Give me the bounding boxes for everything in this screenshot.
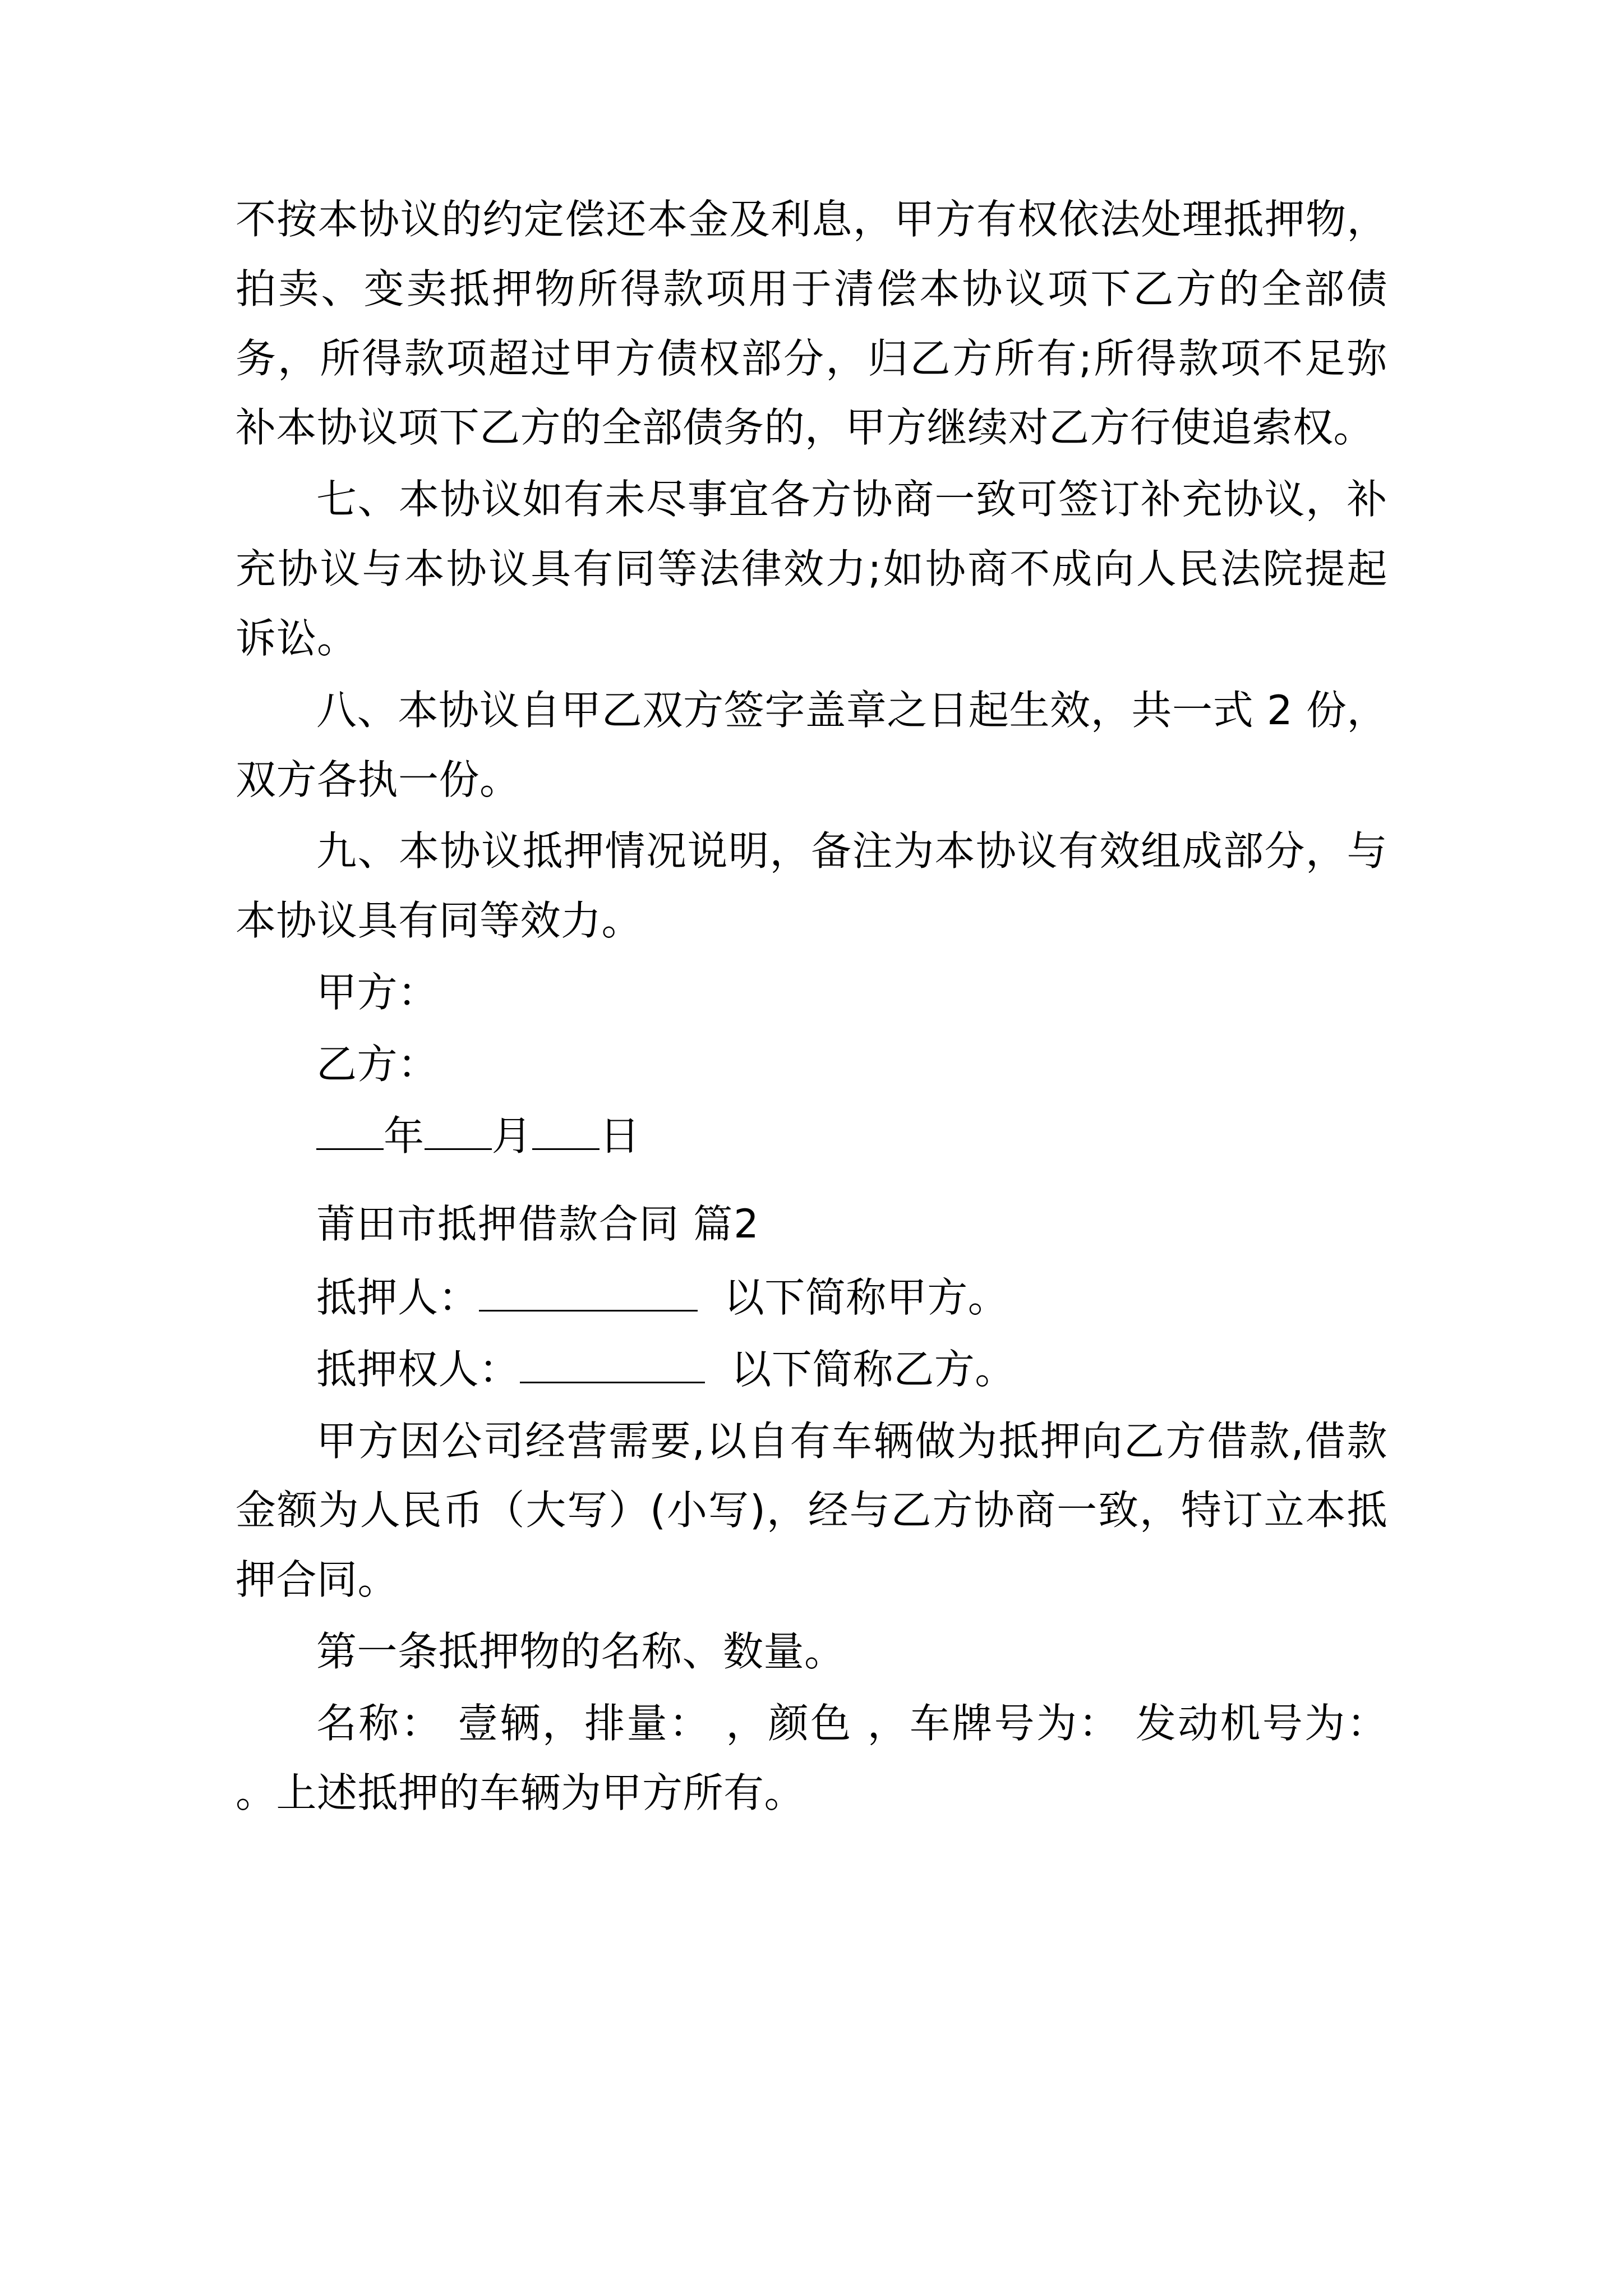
signature-party-a: 甲方： [316, 969, 439, 1016]
paragraph-article1: 第一条抵押物的名称、数量。 [316, 1628, 845, 1676]
paragraph-article1-detail: 名称： 壹辆，排量： ，颜色 ，车牌号为： 发动机号为： 。上述抵押的车辆为甲方所有。 [236, 1699, 1387, 1816]
paragraph-clause7: 七、本协议如有未尽事宜各方协商一致可签订补充协议，补充协议与本协议具有同等法律效力;如协商不成向人民法院提起诉讼。 [236, 476, 1387, 662]
field-mortgagor-label: 抵押人： [316, 1273, 479, 1321]
paragraph-purpose: 甲方因公司经营需要,以自有车辆做为抵押向乙方借款,借款金额为人民币（大写）(小写)，经与乙方协商一致，特订立本抵押合同。 [236, 1417, 1387, 1604]
field-mortgagor-input[interactable] [479, 1310, 698, 1312]
date-month-label: 月 [491, 1112, 533, 1159]
paragraph-clause6-continued: 不按本协议的约定偿还本金及利息，甲方有权依法处理抵押物，拍卖、变卖抵押物所得款项用于清偿本协议项下乙方的全部债务，所得款项超过甲方债权部分，归乙方所有;所得款项不足弥补本协议项下乙方的全部债务的，甲方继续对乙方行使追索权。 [236, 196, 1387, 452]
date-year-label: 年 [384, 1112, 425, 1159]
signature-party-b: 乙方： [316, 1040, 439, 1088]
paragraph-clause8: 八、本协议自甲乙双方签字盖章之日起生效，共一式 2 份，双方各执一份。 [236, 686, 1387, 803]
date-day-blank [532, 1148, 600, 1150]
document-body [236, 185, 1387, 1828]
paragraph-clause9: 九、本协议抵押情况说明，备注为本协议有效组成部分，与本协议具有同等效力。 [236, 827, 1387, 945]
field-mortgagee-label: 抵押权人： [316, 1345, 520, 1393]
section-heading: 莆田市抵押借款合同 篇2 [316, 1200, 760, 1247]
date-year-blank [316, 1148, 384, 1150]
field-mortgagor-suffix: 以下简称甲方。 [723, 1273, 1009, 1321]
field-mortgagor-row [236, 1263, 1387, 1333]
signature-date-line [236, 1102, 1387, 1171]
field-mortgagee-input[interactable] [520, 1382, 705, 1383]
date-day-label: 日 [600, 1112, 640, 1159]
field-mortgagee-row [236, 1335, 1387, 1405]
date-month-blank [425, 1148, 492, 1150]
field-mortgagee-suffix: 以下简称乙方。 [731, 1345, 1016, 1393]
